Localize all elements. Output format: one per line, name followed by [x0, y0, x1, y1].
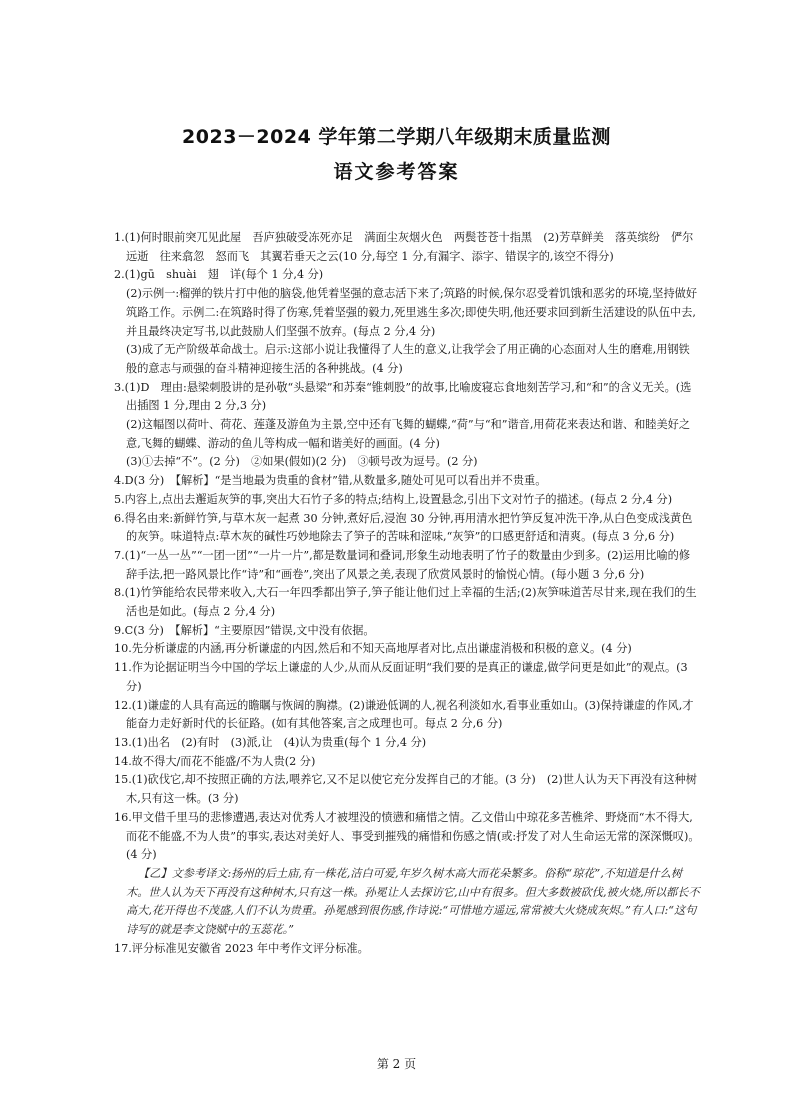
page-number: 第 2 页 — [376, 1057, 417, 1071]
answer-item-3-1: 3.(1)D 理由:悬梁刺股讲的是孙敬“头悬梁”和苏秦“锥刺股”的故事,比喻废寝忘食地刻苦学习,和“和”的含义无关。(选出插图 1 分,理由 2 分,3 分) — [114, 380, 692, 413]
answer-item-17: 17.评分标准见安徽省 2023 年中考作文评分标准。 — [114, 941, 369, 955]
answer-item-14: 14.故不得大/而花不能盛/不为人贵(2 分) — [114, 754, 316, 768]
answer-item-12: 12.(1)谦虚的人具有高远的瞻瞩与恢阔的胸襟。(2)谦逊低调的人,视名利淡如水,看事业重如山。(3)保持谦虚的作风,才能奋力走好新时代的长征路。(如有其他答案,言之成理也可。每点 2 分,6 分) — [114, 698, 694, 731]
answer-item-9: 9.C(3 分) 【解析】“主要原因”错误,文中没有依据。 — [114, 623, 375, 637]
answer-item-15: 15.(1)砍伐它,却不按照正确的方法,喂养它,又不足以使它充分发挥自己的才能。(3 分) (2)世人认为天下再没有这种树木,只有这一株。(3 分) — [114, 773, 697, 806]
answer-item-3-3: (3)①去掉“不”。(2 分) ②如果(假如)(2 分) ③顿号改为逗号。(2 分) — [126, 455, 478, 469]
answer-item-2-1: 2.(1)gū shuài 翅 详(每个 1 分,4 分) — [114, 268, 324, 282]
answer-item-1: 1.(1)何时眼前突兀见此屋 吾庐独破受冻死亦足 满面尘灰烟火色 两鬓苍苍十指黑 (2)芳草鲜美 落英缤纷 俨尔远逝 往来翕忽 怒而飞 其翼若垂天之云(10 分,每空 1 分,有漏字、添字、错误字的,该空不得分) — [114, 231, 694, 263]
answer-item-4: 4.D(3 分) 【解析】“是当地最为贵重的食材”错,从数量多,随处可见可以看出并不贵重。 — [114, 474, 547, 488]
answer-list — [114, 229, 700, 958]
answer-item-8: 8.(1)竹笋能给农民带来收入,大石一年四季都出笋子,笋子能让他们过上幸福的生活;(2)灰笋味道苦尽甘来,现在我们的生活也是如此。(每点 2 分,4 分) — [114, 586, 697, 619]
answer-item-16: 16.甲文借千里马的悲惨遭遇,表达对优秀人才被埋没的愤懑和痛惜之情。乙文借山中琼花多苦樵斧、野烧而“木不得大,而花不能盛,不为人贵”的事实,表达对美好人、事受到摧残的痛惜和伤感之情(或:抒发了对人生命运无常的深深慨叹)。(4 分) — [114, 810, 700, 862]
answer-item-10: 10.先分析谦虚的内涵,再分析谦虚的内因,然后和不知天高地厚者对比,点出谦虚消极和积极的意义。(4 分) — [114, 642, 632, 656]
answer-item-11: 11.作为论据证明当今中国的学坛上谦虚的人少,从而从反面证明“我们要的是真正的谦虚,做学问更是如此”的观点。(3 分) — [114, 661, 688, 693]
answer-item-6: 6.得名由来:新鲜竹笋,与草木灰一起煮 30 分钟,煮好后,浸泡 30 分钟,再用清水把竹笋反复冲洗干净,从白色变成浅黄色的灰笋。味道特点:草木灰的碱性巧妙地除去了笋子的苦味和涩味,“灰笋”的口感更舒适和清爽。(每点 3 分,6 分) — [114, 511, 693, 544]
answer-item-5: 5.内容上,点出去邂逅灰笋的事,突出大石竹子多的特点;结构上,设置悬念,引出下文对竹子的描述。(每点 2 分,4 分) — [114, 492, 673, 506]
answer-item-3-2: (2)这幅图以荷叶、荷花、莲蓬及游鱼为主景,空中还有飞舞的蝴蝶,“荷”与“和”谐音,用荷花来表达和谐、和睦美好之意,飞舞的蝴蝶、游动的鱼儿等构成一幅和谐美好的画面。(4 分) — [126, 418, 691, 450]
answer-item-13: 13.(1)出名 (2)有时 (3)派,让 (4)认为贵重(每个 1 分,4 分) — [114, 735, 427, 749]
page-title: 2023－2024 学年第二学期八年级期末质量监测 — [182, 126, 611, 148]
translation-paragraph: 【乙】文参考译文:扬州的后土庙,有一株花,洁白可爱,年岁久树木高大而花朵繁多。俗称“琼花”,不知道是什么树木。世人认为天下再没有这种树木,只有这一株。孙冕让人去探访它,山中有很多。但大多数被砍伐,被火烧,所以都长不高大,花开得也不茂盛,人们不认为贵重。孙冕感到很伤感,作诗说:“可惜地方遥远,常常被大火烧成灰烬。”有人口:“这句诗写的就是李文饶赋中的玉蕊花。” — [126, 866, 700, 937]
answer-item-7: 7.(1)“一丛一丛”“一团一团”“一片一片”,都是数量词和叠词,形象生动地表明了竹子的数量由少到多。(2)运用比喻的修辞手法,把一路风景比作“诗”和“画卷”,突出了风景之美,表现了欣赏风景时的愉悦心情。(每小题 3 分,6 分) — [114, 548, 691, 581]
answer-item-2-2: (2)示例一:榴弹的铁片打中他的脑袋,他凭着坚强的意志活下来了;筑路的时候,保尔忍受着饥饿和恶劣的环境,坚持做好筑路工作。示例二:在筑路时得了伤寒,凭着坚强的毅力,死里逃生多次;即使失明,他还要求回到新生活建设的队伍中去,并且最终决定写书,以此鼓励人们坚强不放弃。(每点 2 分,4 分) — [126, 287, 698, 338]
page-subtitle: 语文参考答案 — [333, 161, 460, 183]
answer-item-2-3: (3)成了无产阶级革命战士。启示:这部小说让我懂得了人生的意义,让我学会了用正确的心态面对人生的磨难,用钢铁般的意志与顽强的奋斗精神迎接生活的各种挑战。(4 分) — [126, 343, 690, 375]
